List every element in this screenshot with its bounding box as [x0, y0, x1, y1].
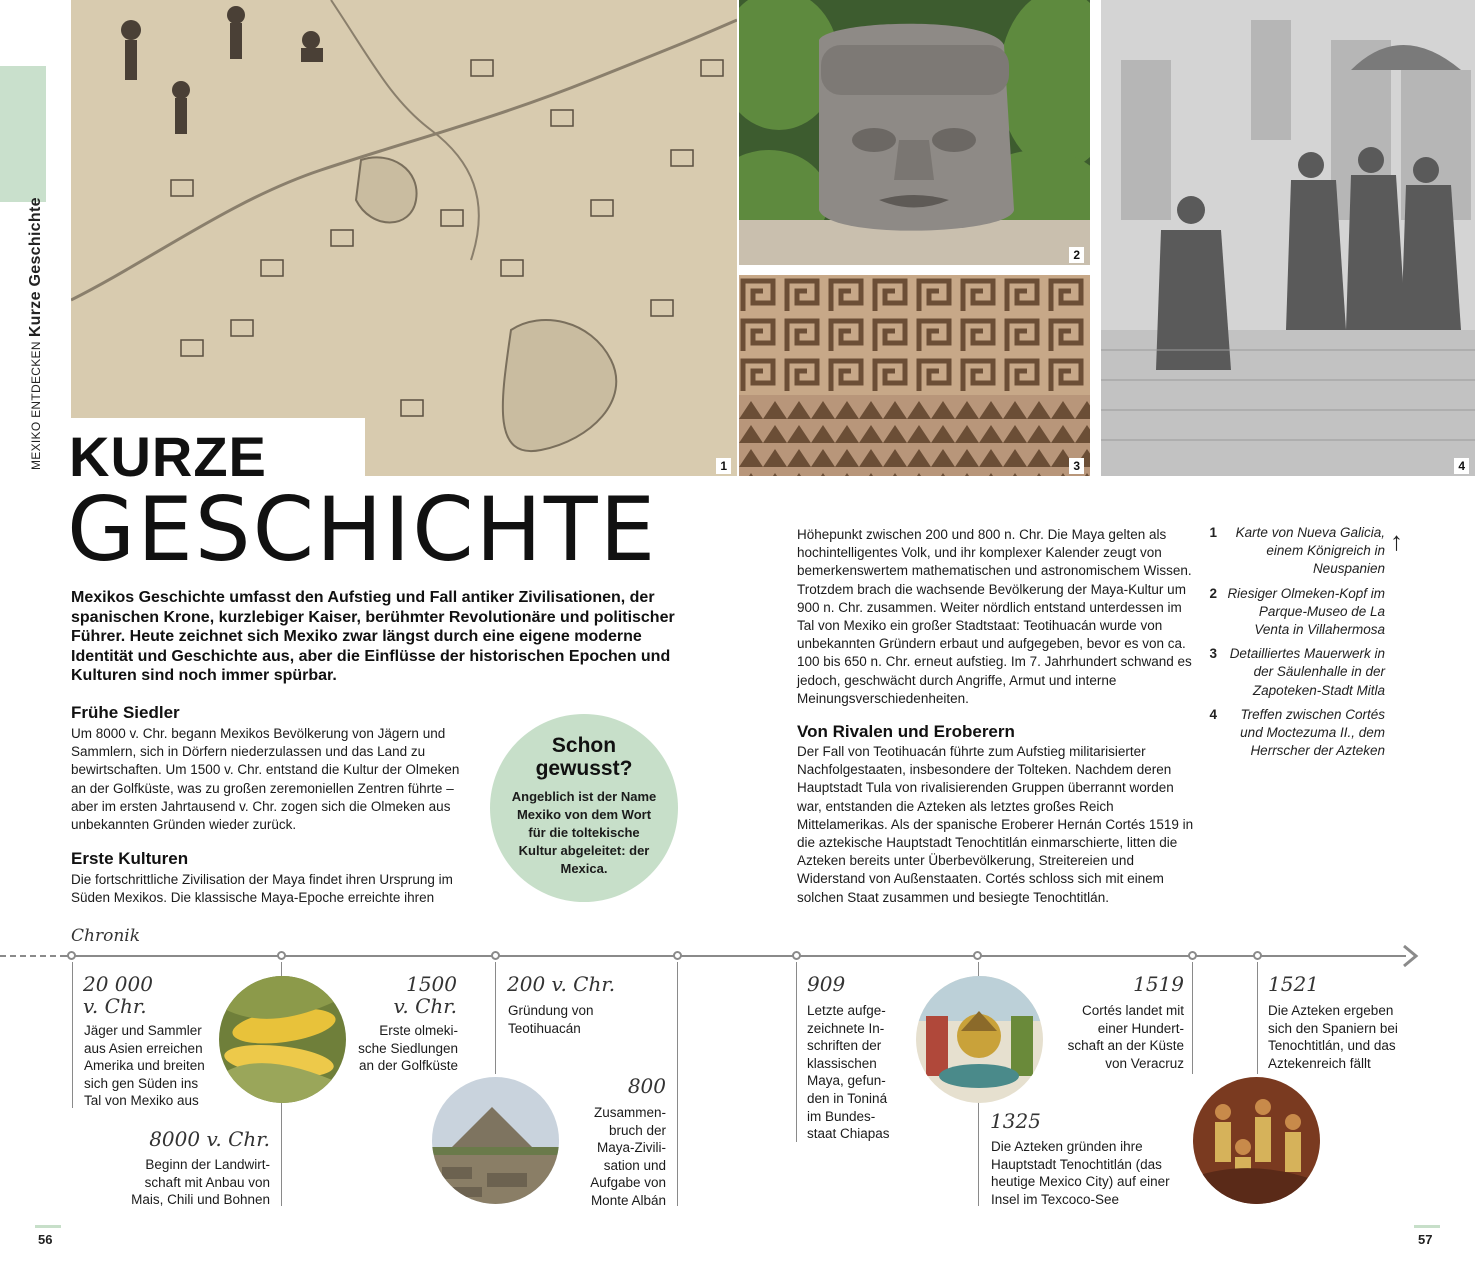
- historic-map-image: [71, 0, 737, 476]
- caption-item: [1200, 706, 1385, 761]
- timeline-year: 8000 v. Chr.: [149, 1127, 270, 1151]
- fretwork-illustration: [739, 275, 1090, 476]
- timeline-stem: [796, 962, 797, 1142]
- timeline-dot: [1188, 951, 1197, 960]
- page-number-right: 57: [1418, 1232, 1433, 1247]
- timeline-dot: [491, 951, 500, 960]
- photo-number: 3: [1069, 458, 1084, 474]
- arrow-up-icon: ↑: [1390, 526, 1403, 556]
- timeline-text: Die Azteken gründen ihre Hauptstadt Tenochtitlán (das heutige Mexico City) auf einer Insel im Texcoco-See: [991, 1139, 1170, 1207]
- aztec-codex-image: [916, 976, 1043, 1103]
- section-label: [27, 197, 45, 470]
- timeline-year: 1519: [1133, 972, 1184, 996]
- caption-text: Riesiger Olmeken-Kopf im Parque-Museo de La Venta in Villahermosa: [1227, 585, 1385, 638]
- photo-number: 1: [716, 458, 731, 474]
- section-heading-rivalen: Von Rivalen und Eroberern: [797, 722, 1015, 741]
- intro-paragraph: Mexikos Geschichte umfasst den Aufstieg und Fall antiker Zivilisationen, der spanischen Krone, kurzlebiger Kaiser, berühmter Revolutionäre und politischer Führer. Heute zeichnet sich Mexiko zwar längst durch eine eigene moderne Identität und Geschichte aus, aber die Einflüsse der historischen Epochen und Kulturen sind noch immer spürbar.: [71, 589, 675, 684]
- photo-number: 2: [1069, 247, 1084, 263]
- caption-text: Detailliertes Mauerwerk in der Säulenhalle in der Zapoteken-Stadt Mitla: [1229, 646, 1385, 698]
- timeline-year: 1500 v. Chr.: [393, 972, 457, 1018]
- photo-captions: [1200, 524, 1385, 766]
- timeline-text: Die Azteken ergeben sich den Spaniern bei Tenochtitlán, und das Aztekenreich fällt: [1268, 1003, 1398, 1071]
- timeline-year: 909: [807, 972, 846, 996]
- timeline-text: Zusammen- bruch der Maya-Zivili- sation und Aufgabe von Monte Albán: [590, 1105, 666, 1208]
- timeline-dot: [792, 951, 801, 960]
- corn-image: [219, 976, 346, 1103]
- timeline-axis: [66, 955, 1406, 957]
- timeline-dot: [67, 951, 76, 960]
- page-title-line2: GESCHICHTE: [67, 478, 658, 581]
- timeline-stem: [1257, 962, 1258, 1074]
- timeline-dot: [277, 951, 286, 960]
- timeline-text: Jäger und Sammler aus Asien erreichen Amerika und breiten sich gen Süden ins Tal von Mexiko aus: [84, 1023, 205, 1109]
- corn-illustration: [219, 976, 346, 1103]
- timeline-year: 1521: [1268, 972, 1319, 996]
- timeline-year: 20 000 v. Chr.: [83, 972, 153, 1018]
- timeline-stem: [72, 962, 73, 1108]
- painting-illustration: [1193, 1077, 1320, 1204]
- page-title-line1: KURZE: [69, 425, 267, 488]
- caption-number: 4: [1209, 706, 1217, 722]
- timeline-stem: [1192, 962, 1193, 1074]
- timeline-dash: [0, 955, 66, 957]
- olmec-head-illustration: [739, 0, 1090, 265]
- timeline-dot: [1253, 951, 1262, 960]
- caption-item: [1200, 524, 1385, 579]
- section-name: MEXIKO ENTDECKEN: [29, 341, 43, 470]
- timeline-dot: [973, 951, 982, 960]
- engraving-meeting-image: [1101, 0, 1475, 476]
- section-heading-erste-kulturen: Erste Kulturen: [71, 849, 189, 868]
- section-body-rivalen: Der Fall von Teotihuacán führte zum Aufstieg militarisierter Nachfolgestaaten, insbesondere der Tolteken. Nachdem deren Hauptstadt Tula von rivalisierenden Gruppen überrannt worden war, entstanden die Azteken als letztes großes Reich Mittelamerikas. Als der spanische Eroberer Hernán Cortés 1519 in die aztekische Hauptstadt Tenochtitlán einmarschierte, litten die Azteken bereits unter Überbevölkerung, Streitereien und Widerstand von Außenstaaten. Cortés schloss sich mit einem solchen Staat zusammen und besiegte Tenochtitlán.: [797, 744, 1194, 905]
- page-marker: [1414, 1225, 1440, 1228]
- caption-item: [1200, 645, 1385, 700]
- caption-item: [1200, 585, 1385, 640]
- timeline-year: 200 v. Chr.: [507, 972, 616, 996]
- pyramid-illustration: [432, 1077, 559, 1204]
- page-number-left: 56: [38, 1232, 53, 1247]
- timeline-stem: [495, 962, 496, 1074]
- section-body-continued: Höhepunkt zwischen 200 und 800 n. Chr. Die Maya gelten als hochintelligentes Volk, und ihr komplexer Kalender zeugt von bemerkenswertem mathematischen und astronomischem Wissen. Trotzdem brach die wachsende Bevölkerung der Maya-Kultur um 900 n. Chr. zusammen. Weiter nördlich entstand unterdessen im Tal von Mexiko ein großer Stadtstaat: Teotihuacán wurde von unbekannten Gründern erbaut und aufgegeben, bevor es von ca. 100 bis 650 n. Chr. erneut aufstieg. Im 7. Jahrhundert schwand es jedoch, geschwächt durch Angriffe, Armut und interne Meinungsverschiedenheiten.: [797, 527, 1192, 706]
- section-tab: [0, 66, 46, 202]
- map-illustration: [71, 0, 737, 476]
- fact-body: Angeblich ist der Name Mexiko von dem Wort für die toltekische Kultur abgeleitet: der Mexica.: [511, 789, 657, 876]
- pyramid-image: [432, 1077, 559, 1204]
- timeline-stem: [677, 962, 678, 1206]
- timeline-text: Erste olmeki- sche Siedlungen an der Golfküste: [358, 1023, 458, 1074]
- fact-heading: Schon gewusst?: [535, 734, 633, 780]
- painting-image: [1193, 1077, 1320, 1204]
- timeline-text: Beginn der Landwirt- schaft mit Anbau von Mais, Chili und Bohnen: [131, 1157, 270, 1208]
- page-marker: [35, 1225, 61, 1228]
- section-body-erste-kulturen: Die fortschrittliche Zivilisation der Maya findet ihren Ursprung im Süden Mexikos. Die klassische Maya-Epoche erreichte ihren: [71, 872, 453, 906]
- timeline-text: Cortés landet mit einer Hundert- schaft an der Küste von Veracruz: [1067, 1003, 1184, 1071]
- section-heading-fruehe-siedler: Frühe Siedler: [71, 703, 180, 722]
- caption-number: 3: [1209, 646, 1217, 662]
- timeline-text: Letzte aufge- zeichnete In- schriften der klassischen Maya, gefun- den in Toniná im Bundes- staat Chiapas: [807, 1003, 890, 1142]
- caption-number: 2: [1209, 585, 1217, 601]
- caption-text: Treffen zwischen Cortés und Moctezuma II., dem Herrscher der Azteken: [1240, 706, 1385, 759]
- section-body-fruehe-siedler: Um 8000 v. Chr. begann Mexikos Bevölkerung von Jägern und Sammlern, sich in Dörfern niederzulassen und das Land zu bewirtschaften. Um 1500 v. Chr. entstand die Kultur der Olmeken an der Golfküste, was zu großen zeremoniellen Zentren führte – aber im ersten Jahrtausend v. Chr. zogen sich die Olmeken aus unbekannten Gründen wieder zurück.: [71, 726, 460, 833]
- timeline-year: 1325: [990, 1109, 1041, 1133]
- timeline-label: Chronik: [71, 926, 141, 946]
- codex-illustration: [916, 976, 1043, 1103]
- timeline-arrow-icon: [1400, 944, 1422, 968]
- timeline-year: 800: [627, 1074, 666, 1098]
- caption-text: Karte von Nueva Galicia, einem Königreich in Neuspanien: [1235, 525, 1385, 577]
- caption-number: 1: [1209, 525, 1217, 540]
- olmec-head-image: [739, 0, 1090, 265]
- mitla-fretwork-image: [739, 275, 1090, 476]
- timeline-text: Gründung von Teotihuacán: [508, 1003, 594, 1036]
- fact-box: [490, 714, 678, 902]
- photo-number: 4: [1454, 458, 1469, 474]
- engraving-illustration: [1101, 0, 1475, 476]
- timeline-dot: [673, 951, 682, 960]
- section-title: Kurze Geschichte: [27, 197, 44, 338]
